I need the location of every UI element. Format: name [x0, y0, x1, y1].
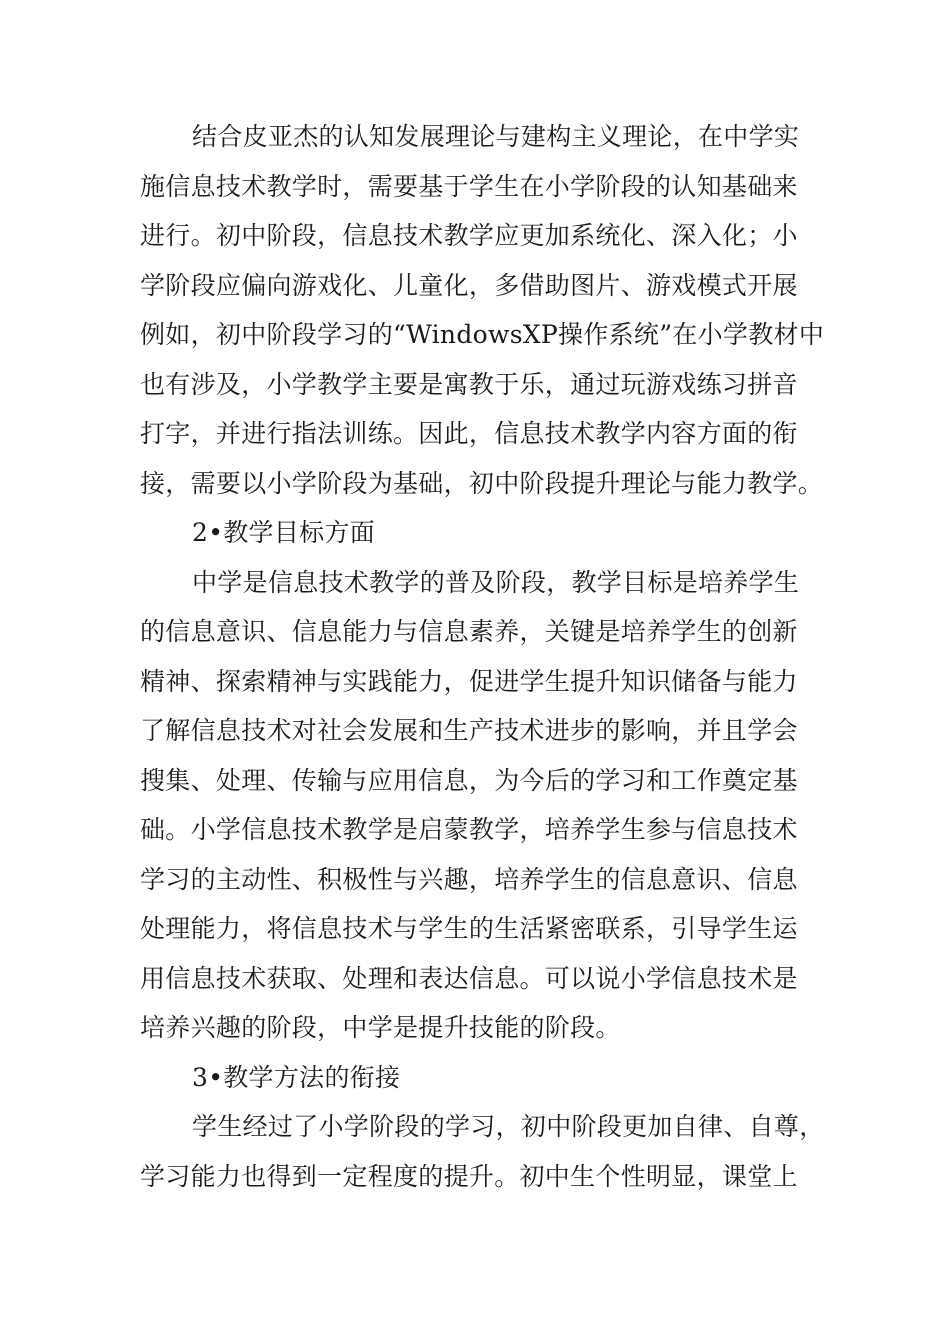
- section-heading-3: 3•教学方法的衔接: [192, 1062, 401, 1092]
- section-heading-2: 2•教学目标方面: [192, 518, 376, 547]
- paragraph-line: 用信息技术获取、处理和表达信息。可以说小学信息技术是: [140, 963, 798, 993]
- paragraph-line: 础。小学信息技术教学是启蒙教学，培养学生参与信息技术: [140, 815, 798, 844]
- paragraph-line: 处理能力，将信息技术与学生的生活紧密联系，引导学生运: [140, 914, 798, 943]
- paragraph-line: 施信息技术教学时，需要基于学生在小学阶段的认知基础来: [140, 171, 798, 201]
- paragraph-line: 学习的主动性、积极性与兴趣，培养学生的信息意识、信息: [140, 864, 798, 894]
- paragraph-line: 打字，并进行指法训练。因此，信息技术教学内容方面的衔: [140, 419, 798, 448]
- paragraph-2: [140, 558, 820, 1053]
- paragraph-3: [140, 1102, 825, 1201]
- paragraph-line: 精神、探索精神与实践能力，促进学生提升知识储备与能力: [140, 666, 798, 696]
- paragraph-1: [140, 112, 825, 508]
- paragraph-line: 进行。初中阶段，信息技术教学应更加系统化、深入化；小: [140, 221, 798, 250]
- paragraph-line: 也有涉及，小学教学主要是寓教于乐，通过玩游戏练习拼音: [140, 369, 798, 399]
- paragraph-line: 中学是信息技术教学的普及阶段，教学目标是培养学生: [192, 567, 800, 597]
- paragraph-line: 接，需要以小学阶段为基础，初中阶段提升理论与能力教学。: [140, 468, 824, 498]
- document-body: [140, 112, 825, 1201]
- paragraph-line: 例如，初中阶段学习的“WindowsXP操作系统”在小学教材中: [140, 320, 825, 349]
- paragraph-line: 学生经过了小学阶段的学习，初中阶段更加自律、自尊，: [192, 1112, 825, 1141]
- paragraph-line: 培养兴趣的阶段，中学是提升技能的阶段。: [140, 1013, 621, 1042]
- paragraph-line: 学习能力也得到一定程度的提升。初中生个性明显，课堂上: [140, 1161, 798, 1191]
- paragraph-line: 学阶段应偏向游戏化、儿童化，多借助图片、游戏模式开展: [140, 270, 798, 300]
- paragraph-line: 搜集、处理、传输与应用信息，为今后的学习和工作奠定基: [140, 765, 798, 795]
- paragraph-line: 了解信息技术对社会发展和生产技术进步的影响，并且学会: [140, 716, 798, 745]
- paragraph-line: 的信息意识、信息能力与信息素养，关键是培养学生的创新: [140, 617, 798, 646]
- paragraph-line: 结合皮亚杰的认知发展理论与建构主义理论，在中学实: [192, 122, 800, 151]
